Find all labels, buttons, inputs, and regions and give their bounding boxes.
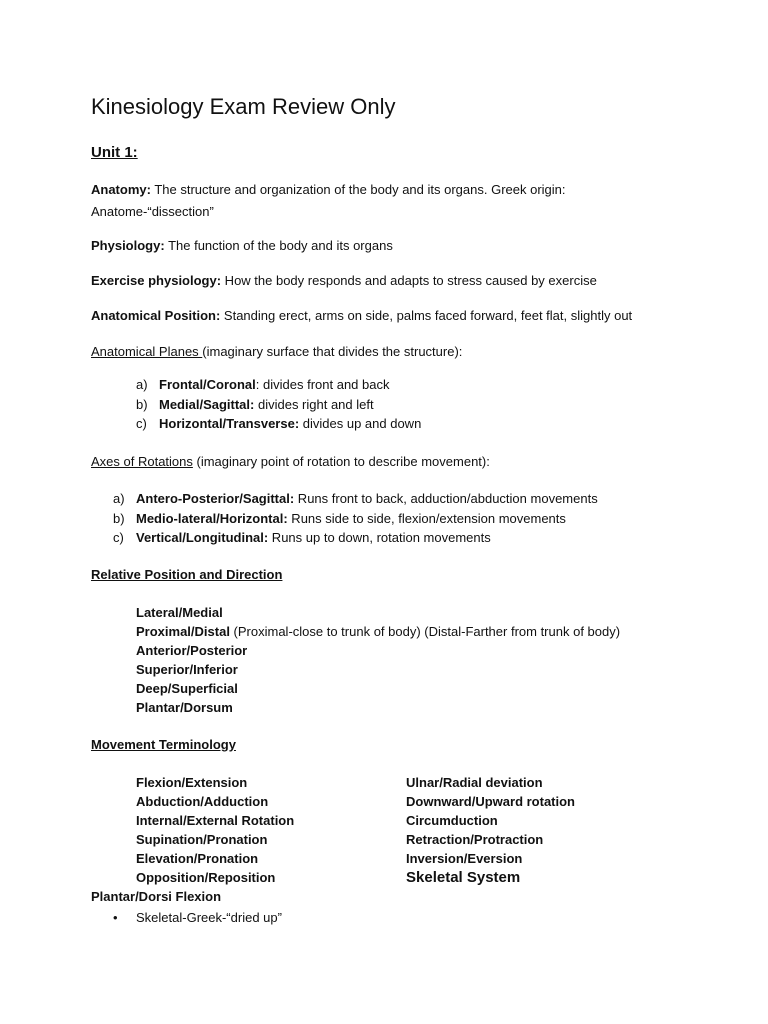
list-item: Lateral/Medial (136, 605, 223, 620)
list-item: Proximal/Distal (Proximal-close to trunk of body) (Distal-Farther from trunk of body) (136, 624, 621, 639)
definition-term: Anatomical Position: (91, 308, 221, 323)
planes-list (136, 375, 421, 434)
definition-text: How the body responds and adapts to stress caused by exercise (221, 273, 597, 288)
planes-heading (91, 341, 681, 363)
definition-anatomy (91, 179, 681, 223)
definition-text: The structure and organization of the body and its organs. Greek origin: Anatome-“dissection” (91, 182, 566, 219)
plantar-dorsi-flexion: Plantar/Dorsi Flexion (91, 889, 222, 904)
list-item: b) Medial/Sagittal: divides right and left (136, 396, 374, 412)
list-item: Flexion/Extension (136, 775, 248, 790)
skeletal-system-heading: Skeletal System (406, 869, 521, 886)
bullet-text: Skeletal-Greek-“dried up” (136, 910, 282, 925)
list-item: Ulnar/Radial deviation (406, 775, 543, 790)
unit-heading: Unit 1: (91, 144, 138, 161)
definition-term: Exercise physiology: (91, 273, 222, 288)
document-title: Kinesiology Exam Review Only (91, 94, 396, 119)
movement-column-right (406, 773, 575, 887)
definition-text: The function of the body and its organs (164, 238, 393, 253)
axes-heading-note: (imaginary point of rotation to describe movement): (192, 454, 490, 469)
definition-text: Standing erect, arms on side, palms faced forward, feet flat, slightly out (220, 308, 633, 323)
list-item: Anterior/Posterior (136, 643, 248, 658)
relative-list (136, 603, 620, 717)
list-item: a) Antero-Posterior/Sagittal: Runs front to back, adduction/abduction movements (113, 491, 598, 506)
list-item: Opposition/Reposition (136, 870, 276, 885)
list-item: Internal/External Rotation (136, 813, 295, 828)
axes-list (113, 489, 598, 548)
list-item: Deep/Superficial (136, 681, 238, 696)
list-item: Abduction/Adduction (136, 794, 269, 809)
planes-heading-title: Anatomical Planes (91, 344, 203, 359)
definition-exercise-physiology (91, 270, 681, 292)
skeletal-bullet-item (113, 910, 282, 925)
definition-anatomical-position (91, 305, 681, 327)
list-item: c) Vertical/Longitudinal: Runs up to down, rotation movements (113, 530, 491, 545)
definition-physiology (91, 235, 681, 257)
list-item: Plantar/Dorsum (136, 700, 233, 715)
movement-heading: Movement Terminology (91, 737, 236, 752)
planes-heading-note: (imaginary surface that divides the structure): (202, 344, 463, 359)
list-item: Inversion/Eversion (406, 851, 523, 866)
list-item: Superior/Inferior (136, 662, 238, 677)
list-item: b) Medio-lateral/Horizontal: Runs side to side, flexion/extension movements (113, 510, 566, 526)
list-item: Downward/Upward rotation (406, 794, 575, 809)
list-item: Supination/Pronation (136, 832, 268, 847)
axes-heading-title: Axes of Rotations (91, 454, 193, 469)
list-item: c) Horizontal/Transverse: divides up and down (136, 416, 422, 431)
list-item: Retraction/Protraction (406, 832, 544, 847)
axes-heading (91, 451, 681, 473)
definition-term: Anatomy: (91, 182, 151, 197)
list-item: a) Frontal/Coronal: divides front and back (136, 377, 390, 392)
movement-column-left (136, 773, 294, 887)
list-item: Circumduction (406, 813, 498, 828)
bullet-icon: • (113, 910, 118, 925)
list-item: Elevation/Pronation (136, 851, 259, 866)
definition-term: Physiology: (91, 238, 165, 253)
relative-heading: Relative Position and Direction (91, 567, 283, 582)
